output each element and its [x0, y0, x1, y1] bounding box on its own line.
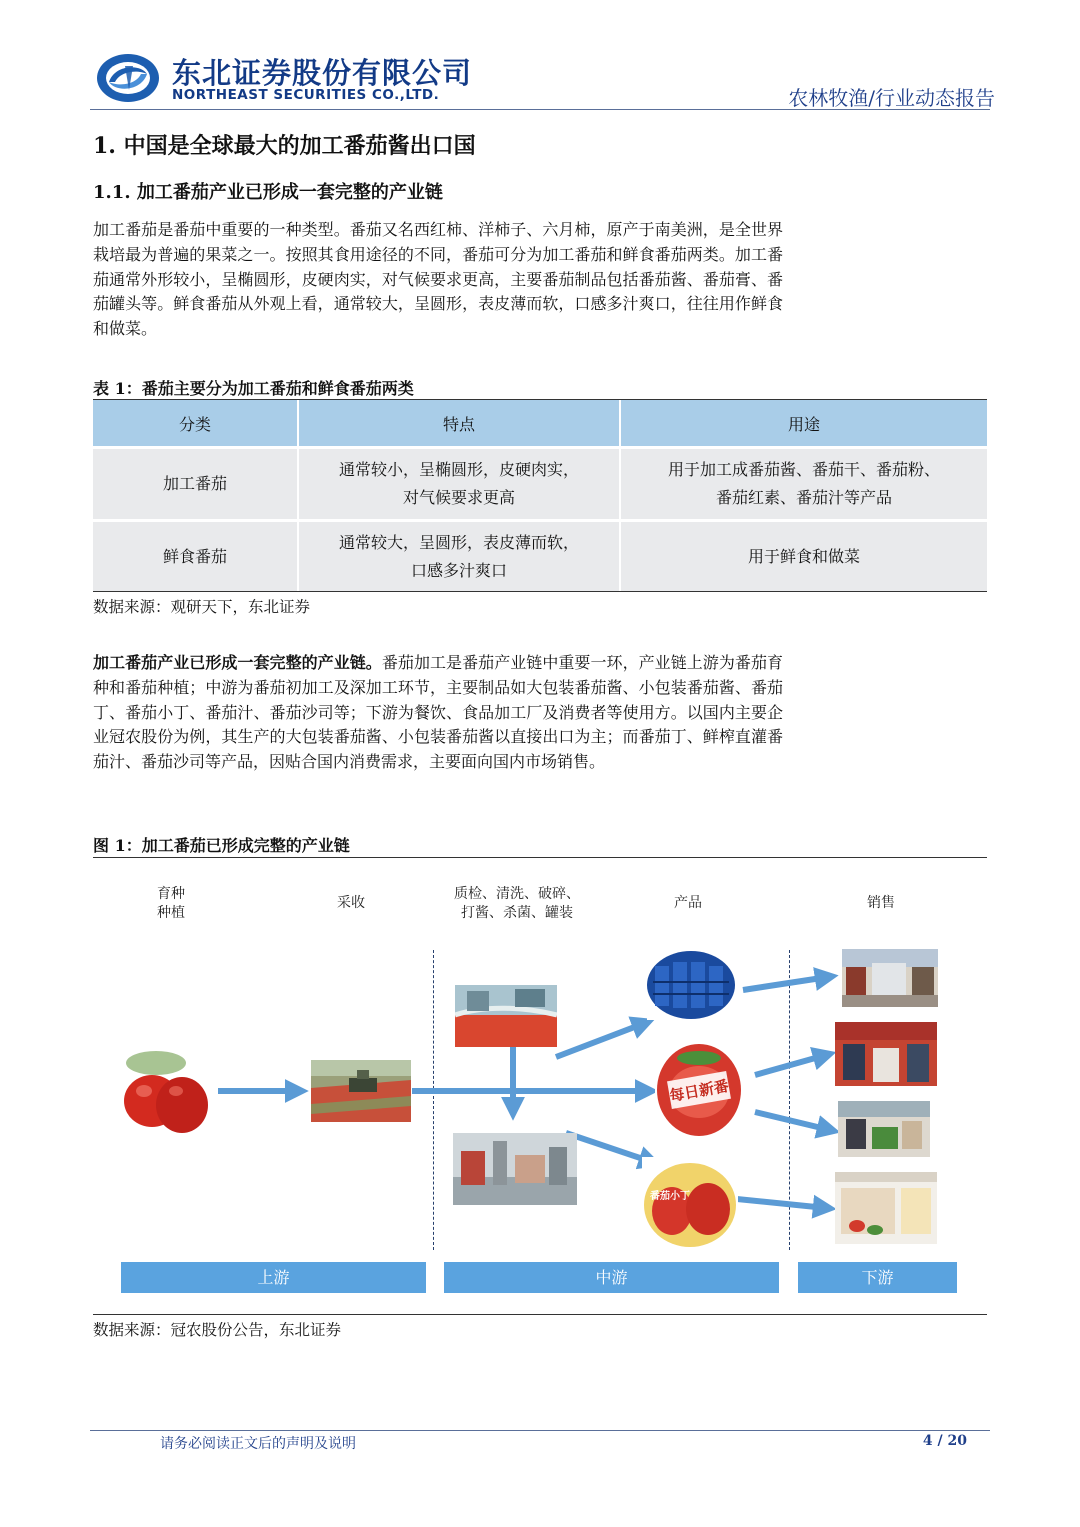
figure-source: 数据来源：冠农股份公告，东北证券 — [93, 1321, 342, 1339]
midstream-band: 中游 — [444, 1262, 779, 1293]
stage-label-product: 产品 — [674, 895, 702, 911]
stage-label-processing: 质检、清洗、破碎、 打酱、杀菌、罐装 — [454, 886, 580, 921]
company-name-en: NORTHEAST SECURITIES CO.,LTD. — [172, 87, 440, 103]
arrow-to-sales-3 — [755, 1112, 830, 1130]
arrow-to-bulk — [556, 1023, 645, 1057]
sales-market-photo — [838, 1101, 930, 1157]
arrow-to-sales-4 — [727, 1198, 826, 1208]
table-source: 数据来源：观研天下，东北证券 — [93, 598, 311, 616]
footer-divider — [90, 1430, 990, 1431]
table-row — [93, 521, 987, 594]
stage-label-breeding: 育种 种植 — [157, 886, 185, 921]
bulk-drums-photo — [647, 950, 735, 1020]
usage-cell: 用于鲜食和做菜 — [620, 521, 987, 594]
sales-packaging-photo — [835, 1172, 937, 1244]
section-heading: 1. 中国是全球最大的加工番茄酱出口国 — [93, 133, 476, 159]
arrow-to-sales-2 — [755, 1055, 826, 1075]
column-header: 用途 — [620, 400, 987, 448]
arrow-to-sales-1 — [743, 977, 828, 990]
industry-chain-paragraph — [93, 651, 783, 775]
subsection-heading: 1.1. 加工番茄产业已形成一套完整的产业链 — [93, 182, 443, 203]
figure-caption: 图 1：加工番茄已形成完整的产业链 — [93, 836, 350, 855]
report-category: 农林牧渔/行业动态报告 — [788, 86, 995, 110]
svg-text:番茄小丁: 番茄小丁 — [650, 1191, 690, 1202]
stage-label-sales: 销售 — [867, 895, 895, 911]
sales-storefront-photo — [842, 949, 938, 1007]
figure-bottom-rule — [93, 1314, 987, 1315]
small-pack-products-photo — [642, 1157, 738, 1249]
feature-cell: 通常较大，呈圆形，表皮薄而软， 口感多汁爽口 — [298, 521, 620, 594]
table-bottom-rule — [93, 591, 987, 592]
intro-paragraph: 加工番茄是番茄中重要的一种类型。番茄又名西红柿、洋柿子、六月柿，原产于南美洲，是全世界栽培最为普遍的果菜之一。按照其食用途径的不同，番茄可分为加工番茄和鲜食番茄两类。加工番茄通常外形较小，呈椭圆形，皮硬肉实，对气候要求更高，主要番茄制品包括番茄酱、番茄膏、番茄罐头等。鲜食番茄从外观上看，通常较大，呈圆形，表皮薄而软，口感多汁爽口，往往用作鲜食和做菜。 — [93, 220, 783, 339]
category-cell: 鲜食番茄 — [93, 521, 298, 594]
tomato-type-table — [93, 400, 987, 595]
page-number: 4 / 20 — [922, 1433, 967, 1449]
stage-label-harvest: 采收 — [337, 895, 365, 911]
company-logo-icon — [95, 52, 161, 104]
table-row — [93, 448, 987, 521]
feature-cell: 通常较小，呈椭圆形，皮硬肉实， 对气候要求更高 — [298, 448, 620, 521]
category-cell: 加工番茄 — [93, 448, 298, 521]
svg-text:每日新番: 每日新番 — [668, 1076, 731, 1106]
column-header: 特点 — [298, 400, 620, 448]
header-divider — [90, 109, 990, 110]
figure-top-rule — [93, 857, 987, 858]
table-header-row — [93, 400, 987, 448]
factory-equipment-photo — [453, 1133, 577, 1205]
disclaimer-notice: 请务必阅读正文后的声明及说明 — [160, 1436, 356, 1452]
company-name-cn: 东北证券股份有限公司 — [172, 56, 473, 90]
table-caption: 表 1：番茄主要分为加工番茄和鲜食番茄两类 — [93, 379, 414, 398]
tomato-product-can-photo — [655, 1040, 743, 1138]
harvest-field-photo — [311, 1060, 411, 1122]
sales-expo-photo — [835, 1022, 937, 1086]
paragraph-lead: 加工番茄产业已形成一套完整的产业链。 — [93, 653, 382, 672]
processing-line-photo — [455, 985, 557, 1047]
tomato-photo — [118, 1043, 218, 1139]
downstream-band: 下游 — [798, 1262, 957, 1293]
usage-cell: 用于加工成番茄酱、番茄干、番茄粉、 番茄红素、番茄汁等产品 — [620, 448, 987, 521]
paragraph-body: 番茄加工是番茄产业链中重要一环，产业链上游为番茄育种和番茄种植；中游为番茄初加工及深加工环节，主要制品如大包装番茄酱、小包装番茄酱、番茄丁、番茄小丁、番茄汁、番茄沙司等；下游为餐饮、食品加工厂及消费者等使用方。以国内主要企业冠农股份为例，其生产的大包装番茄酱、小包装番茄酱以直接出口为主；而番茄丁、鲜榨直灌番茄汁、番茄沙司等产品，因贴合国内消费需求，主要面向国内市场销售。 — [93, 653, 783, 772]
arrow-to-small-pack — [566, 1133, 652, 1162]
upstream-band: 上游 — [121, 1262, 426, 1293]
column-header: 分类 — [93, 400, 298, 448]
